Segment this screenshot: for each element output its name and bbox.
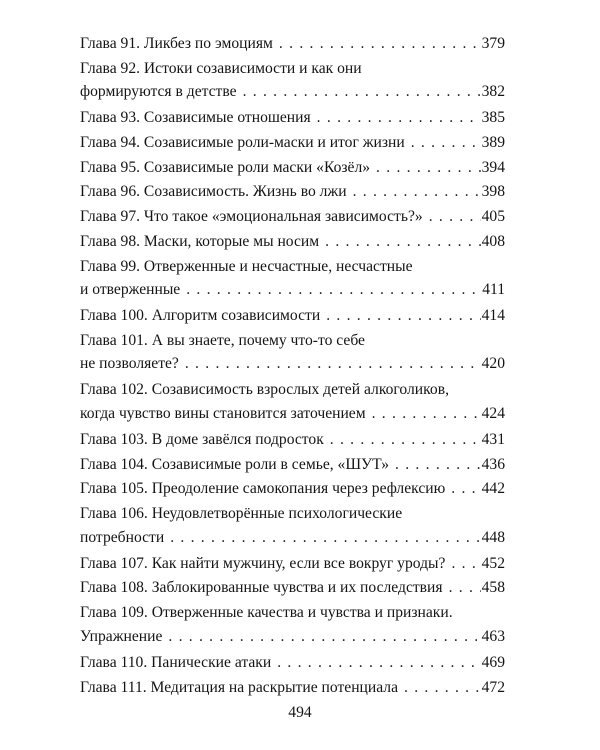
toc-entry-title-line: Глава 98. Маски, которые мы носим: [80, 232, 320, 250]
toc-entry: [80, 106, 505, 129]
dot-leader: [423, 205, 481, 228]
dot-leader: [398, 676, 481, 699]
dot-leader: [405, 131, 481, 154]
toc-entry-title-line: Упражнение: [80, 627, 163, 645]
toc-entry: [80, 131, 505, 154]
toc-entry-last-line: [80, 230, 505, 253]
toc-entry-last-line: [80, 625, 505, 648]
toc-entry-page-number: 408: [481, 232, 505, 250]
toc-entry-page-number: 414: [481, 307, 505, 325]
toc-entry-title-line: потребности: [80, 528, 165, 546]
toc-entry-last-line: [80, 552, 505, 575]
toc-entry-page-number: 398: [481, 183, 505, 201]
toc-entry: [80, 378, 505, 425]
toc-entry-last-line: [80, 526, 505, 549]
toc-entry: [80, 156, 505, 179]
toc-entry: [80, 477, 505, 500]
toc-entry-page-number: 389: [481, 134, 505, 152]
toc-entry: [80, 502, 505, 549]
toc-entry: [80, 205, 505, 228]
toc-entry-last-line: [80, 131, 505, 154]
toc-entry-title-line: Глава 108. Заблокированные чувства и их последствия: [80, 579, 443, 597]
toc-entry-title-line: и отверженные: [80, 280, 181, 298]
toc-entry-page-number: 379: [481, 35, 505, 52]
dot-leader: [366, 402, 481, 425]
toc-entry-last-line: [80, 304, 505, 327]
toc-entry-title-line: Глава 91. Ликбез по эмоциям: [80, 35, 273, 52]
dot-leader: [319, 230, 481, 253]
toc-entry-title-line: Глава 94. Созависимые роли-маски и итог жизни: [80, 134, 405, 152]
toc-entry-last-line: [80, 156, 505, 179]
toc-entry: [80, 180, 505, 203]
toc-entry-page-number: 411: [482, 280, 505, 298]
dot-leader: [370, 156, 481, 179]
dot-leader: [311, 106, 481, 129]
dot-leader: [443, 576, 481, 599]
toc-entry-title-line: Глава 99. Отверженные и несчастные, несчастные: [80, 257, 413, 275]
toc-entry-title-line: формируются в детстве: [80, 83, 237, 101]
toc-entry-title-line: Глава 107. Как найти мужчину, если все вокруг уроды?: [80, 554, 446, 572]
toc-entry: [80, 428, 505, 451]
toc-entry-page-number: 424: [481, 404, 505, 422]
toc-entry-title-line: Глава 101. А вы знаете, почему что-то себе: [80, 331, 365, 349]
toc-entry-title-line: Глава 104. Созависимые роли в семье, «ШУТ»: [80, 455, 390, 473]
toc-entry-page-number: 452: [481, 554, 505, 572]
dot-leader: [180, 278, 481, 301]
page-number: 494: [288, 704, 312, 721]
toc-entry: [80, 57, 505, 104]
dot-leader: [445, 552, 481, 575]
toc-entry-title-line: Глава 97. Что такое «эмоциональная зависимость?»: [80, 208, 423, 226]
toc-entry-page-number: 382: [481, 83, 505, 101]
toc-entry-page-number: 405: [481, 208, 505, 226]
dot-leader: [271, 651, 481, 674]
toc-entry-last-line: [80, 651, 505, 674]
toc-entry: [80, 676, 505, 699]
toc-entry-title-line: Глава 92. Истоки созависимости и как они: [80, 59, 362, 77]
toc-entry-title-line: Глава 103. В доме завёлся подросток: [80, 431, 324, 449]
toc-entry-page-number: 394: [481, 158, 505, 176]
toc-entry-title-line: Глава 96. Созависимость. Жизнь во лжи: [80, 183, 347, 201]
toc-entry-page-number: 458: [481, 579, 505, 597]
dot-leader: [162, 625, 481, 648]
table-of-contents: [80, 32, 505, 700]
toc-entry-last-line: [80, 205, 505, 228]
toc-entry: [80, 651, 505, 674]
toc-entry: [80, 255, 505, 302]
toc-entry-page-number: 385: [481, 109, 505, 127]
toc-entry-last-line: [80, 80, 505, 103]
toc-entry-last-line: [80, 278, 505, 301]
toc-entry-page-number: 420: [481, 355, 505, 373]
toc-entry-last-line: [80, 106, 505, 129]
dot-leader: [320, 304, 481, 327]
toc-entry-page-number: 472: [481, 678, 505, 696]
dot-leader: [389, 453, 481, 476]
toc-entry-title-line: Глава 111. Медитация на раскрытие потенциала: [80, 678, 398, 696]
toc-entry: [80, 453, 505, 476]
dot-leader: [273, 32, 481, 55]
toc-entry-title-line: Глава 110. Панические атаки: [80, 653, 272, 671]
dot-leader: [237, 80, 481, 103]
toc-entry-last-line: [80, 180, 505, 203]
dot-leader: [179, 352, 481, 375]
toc-entry-last-line: [80, 477, 505, 500]
toc-entry: [80, 32, 505, 55]
toc-entry-title-line: Глава 95. Созависимые роли маски «Козёл»: [80, 158, 371, 176]
toc-entry-title-line: когда чувство вины становится заточением: [80, 404, 366, 422]
dot-leader: [445, 477, 481, 500]
toc-entry-title-line: Глава 105. Преодоление самокопания через рефлексию: [80, 480, 446, 498]
toc-entry: [80, 329, 505, 376]
toc-entry-page-number: 448: [481, 528, 505, 546]
toc-entry-title-line: Глава 109. Отверженные качества и чувства и признаки.: [80, 604, 453, 622]
toc-entry-last-line: [80, 32, 505, 55]
toc-entry: [80, 304, 505, 327]
toc-entry-last-line: [80, 453, 505, 476]
toc-entry-last-line: [80, 352, 505, 375]
toc-entry-page-number: 431: [481, 431, 505, 449]
toc-entry-title-line: Глава 100. Алгоритм созависимости: [80, 307, 321, 325]
toc-entry-page-number: 442: [481, 480, 505, 498]
toc-entry-last-line: [80, 428, 505, 451]
toc-entry-title-line: не позволяете?: [80, 355, 179, 373]
dot-leader: [164, 526, 481, 549]
toc-entry-title-line: Глава 93. Созависимые отношения: [80, 109, 311, 127]
toc-entry-page-number: 469: [481, 653, 505, 671]
dot-leader: [347, 180, 481, 203]
toc-entry-title-line: Глава 102. Созависимость взрослых детей алкоголиков,: [80, 381, 449, 399]
dot-leader: [324, 428, 481, 451]
toc-entry-page-number: 436: [481, 455, 505, 473]
toc-entry: [80, 230, 505, 253]
toc-entry: [80, 552, 505, 575]
toc-entry-last-line: [80, 402, 505, 425]
toc-entry-last-line: [80, 576, 505, 599]
toc-entry: [80, 576, 505, 599]
toc-entry-page-number: 463: [481, 627, 505, 645]
toc-entry: [80, 601, 505, 648]
toc-entry-last-line: [80, 676, 505, 699]
toc-entry-title-line: Глава 106. Неудовлетворённые психологические: [80, 505, 403, 523]
